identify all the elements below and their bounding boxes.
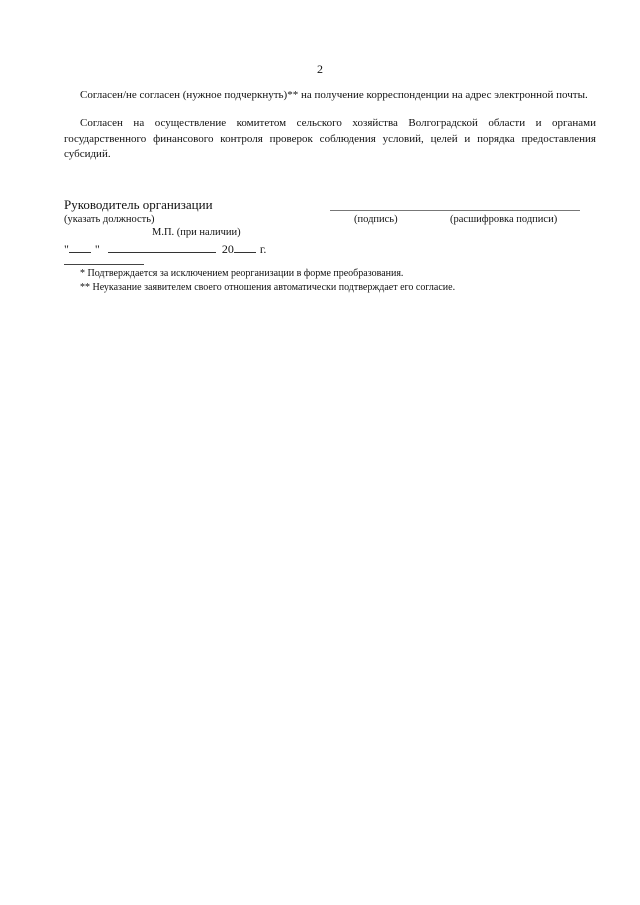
date-year-field xyxy=(234,240,256,253)
stamp-label: М.П. (при наличии) xyxy=(152,227,241,238)
date-month-field xyxy=(108,240,216,253)
position-hint: (указать должность) xyxy=(64,214,155,225)
footnote-separator xyxy=(64,264,144,265)
date-open-quote: " xyxy=(64,242,69,256)
consent-control-paragraph xyxy=(64,116,596,163)
signature-label: (подпись) xyxy=(354,214,398,225)
date-year-prefix: 20 xyxy=(221,242,234,256)
footnote-1: * Подтверждается за исключением реорганизации в форме преобразования. xyxy=(80,268,404,279)
decryption-label: (расшифровка подписи) xyxy=(450,214,558,225)
consent-email-text: Согласен/не согласен (нужное подчеркнуть)** на получение корреспонденции на адрес электронной почты. xyxy=(80,89,588,101)
date-close-quote: " xyxy=(94,242,100,256)
date-day-field xyxy=(69,240,91,253)
consent-email-paragraph xyxy=(64,88,596,104)
page-number: 2 xyxy=(317,62,323,76)
date-year-suffix: г. xyxy=(259,242,267,256)
footnote-2: ** Неуказание заявителем своего отношения автоматически подтверждает его согласие. xyxy=(80,282,456,293)
date-line xyxy=(64,240,266,257)
consent-control-text: Согласен на осуществление комитетом сельского хозяйства Волгоградской области и органами государственного финансового контроля проверок соблюдения условий, целей и порядка предоставления субсидий. xyxy=(64,117,596,160)
signature-line xyxy=(330,210,580,211)
head-title: Руководитель организации xyxy=(64,197,213,212)
